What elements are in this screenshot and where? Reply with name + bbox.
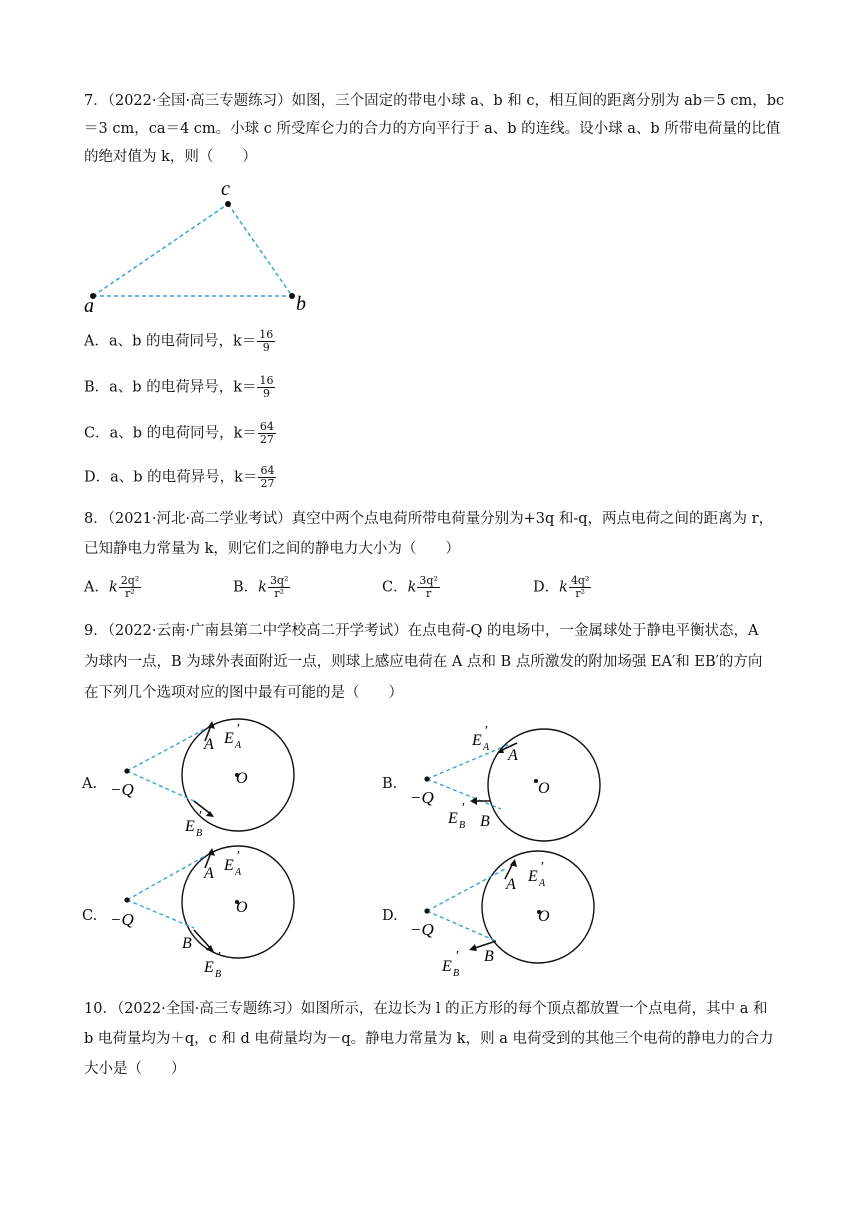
q9-stem-line-1: 9．（2022·云南·广南县第二中学校高二开学考试）在点电荷-Q 的电场中，一金属球处于静电平衡状态，A (84, 623, 759, 639)
q10-stem-line-3: 大小是（ ） (84, 1061, 186, 1077)
q7-stem-line-2: ＝3 cm，ca＝4 cm。小球 c 所受库仑力的合力的方向平行于 a、b 的连线。设小球 a、b 所带电荷量的比值 (84, 121, 781, 137)
svg-text:−Q: −Q (110, 780, 134, 799)
q8-option-b[interactable]: B．k $\frac{\text{3q²}}{\text{r²}}$ (233, 574, 289, 600)
svg-text:B: B (480, 813, 490, 830)
svg-text:−Q: −Q (410, 920, 434, 939)
svg-text:′: ′ (218, 950, 222, 965)
svg-text:′: ′ (237, 849, 241, 864)
svg-text:−Q: −Q (110, 910, 134, 929)
q7-option-c[interactable]: C．a、b 的电荷同号，k＝ $\frac{64}{27}$ (84, 420, 274, 446)
q7-triangle-figure (80, 178, 320, 313)
svg-text:B: B (196, 828, 203, 839)
q9-option-a-figure[interactable] (108, 715, 308, 850)
q7-option-a[interactable]: A．a、b 的电荷同号，k＝ $\frac{16}{9}$ (84, 328, 274, 354)
svg-text:A: A (204, 865, 214, 882)
svg-text:B: B (215, 969, 222, 980)
q9-option-c-figure[interactable] (108, 840, 308, 980)
svg-text:A: A (483, 742, 490, 753)
q10-stem-line-2: b 电荷量均为＋q，c 和 d 电荷量均为－q。静电力常量为 k，则 a 电荷受到的其他三个电荷的静电力的合力 (84, 1031, 774, 1047)
svg-text:B: B (182, 935, 192, 952)
q7-stem-line-3: 的绝对值为 k，则（ ） (84, 149, 257, 165)
q7-option-b[interactable]: B．a、b 的电荷异号，k＝ $\frac{16}{9}$ (84, 374, 274, 400)
svg-text:O: O (236, 770, 248, 787)
svg-text:E: E (528, 868, 538, 885)
svg-text:E: E (224, 730, 234, 747)
label-b: b (296, 293, 306, 313)
svg-text:′: ′ (199, 809, 203, 824)
q9-option-a-label[interactable]: A. (82, 776, 98, 792)
q8-stem-line-1: 8．（2021·河北·高二学业考试）真空中两个点电荷所带电荷量分别为+3q 和-q，两点电荷之间的距离为 r， (84, 511, 774, 527)
q8-stem-line-2: 已知静电力常量为 k，则它们之间的静电力大小为（ ） (84, 541, 460, 557)
svg-text:E: E (204, 959, 214, 976)
svg-text:B: B (459, 820, 466, 831)
q9-stem-line-3: 在下列几个选项对应的图中最有可能的是（ ） (84, 685, 403, 701)
q8-option-c[interactable]: C．k $\frac{\text{3q²}}{r}$ (382, 574, 438, 600)
q7-option-d[interactable]: D．a、b 的电荷异号，k＝ $\frac{64}{27}$ (84, 464, 275, 490)
svg-text:A: A (539, 878, 546, 889)
q9-option-b-figure[interactable] (408, 705, 608, 865)
svg-text:A: A (235, 867, 242, 878)
svg-text:′: ′ (462, 801, 466, 816)
svg-text:−Q: −Q (410, 788, 434, 807)
svg-text:A: A (506, 876, 516, 893)
charge-b-dot (289, 293, 295, 299)
svg-text:′: ′ (541, 860, 545, 875)
q10-stem-line-1: 10．（2022·全国·高三专题练习）如图所示，在边长为 l 的正方形的每个顶点都放置一个点电荷，其中 a 和 (84, 1001, 768, 1017)
q9-option-b-label[interactable]: B. (382, 776, 398, 792)
svg-text:′: ′ (237, 722, 241, 737)
svg-text:B: B (484, 948, 494, 965)
svg-text:E: E (224, 857, 234, 874)
svg-text:E: E (448, 810, 458, 827)
charge-c-dot (225, 201, 231, 207)
svg-text:E: E (442, 958, 452, 975)
svg-text:E: E (472, 732, 482, 749)
svg-text:E: E (185, 818, 195, 835)
svg-text:O: O (538, 780, 550, 797)
q8-option-a[interactable]: A．k $\frac{\text{2q²}}{\text{r²}}$ (84, 574, 140, 600)
q9-option-d-figure[interactable] (408, 845, 608, 980)
svg-text:B: B (453, 968, 460, 979)
label-c: c (221, 178, 230, 200)
svg-text:O: O (538, 908, 550, 925)
svg-text:′: ′ (456, 949, 460, 964)
q8-option-d[interactable]: D．k $\frac{\text{4q²}}{\text{r²}}$ (533, 574, 590, 600)
q9-stem-line-2: 为球内一点，B 为球外表面附近一点，则球上感应电荷在 A 点和 B 点所激发的附加场强 EA′和 EB′的方向 (84, 654, 763, 670)
svg-text:O: O (236, 899, 248, 916)
q7-stem-line-1: 7．（2022·全国·高三专题练习）如图，三个固定的带电小球 a、b 和 c，相互间的距离分别为 ab＝5 cm，bc (84, 93, 785, 109)
label-a: a (84, 295, 94, 313)
svg-text:A: A (508, 747, 518, 764)
svg-text:′: ′ (485, 724, 489, 739)
svg-text:A: A (235, 740, 242, 751)
q9-option-d-label[interactable]: D. (382, 908, 398, 924)
q9-option-c-label[interactable]: C. (82, 908, 98, 924)
svg-text:A: A (204, 736, 214, 753)
